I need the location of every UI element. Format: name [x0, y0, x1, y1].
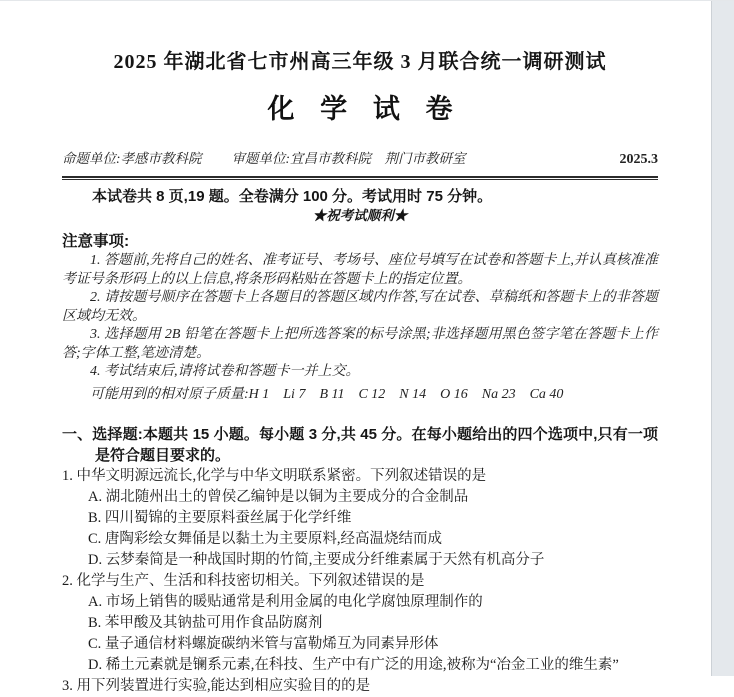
- notice-item-1: 1. 答题前,先将自己的姓名、准考证号、考场号、座位号填写在试卷和答题卡上,并认真核准准考证号条形码上的以上信息,将条形码粘贴在答题卡上的指定位置。: [62, 253, 658, 287]
- exam-info-row: [62, 147, 658, 168]
- subject-title: 化 学 试 卷: [267, 94, 462, 124]
- notice-title: 注意事项:: [62, 233, 130, 250]
- atomic-masses-line: 可能用到的相对原子质量:H 1 Li 7 B 11 C 12 N 14 O 16 Na 23 Ca 40: [90, 386, 564, 402]
- question-1-option-d: D. 云梦秦简是一种战国时期的竹简,主要成分纤维素属于天然有机高分子: [88, 552, 545, 568]
- question-1-option-b: B. 四川蜀锦的主要原料蚕丝属于化学纤维: [88, 510, 352, 526]
- viewer-background-edge: [711, 1, 734, 676]
- exam-date: 2025.3: [619, 152, 658, 167]
- question-1: [62, 466, 658, 571]
- reviewer-unit-label: 审题单位:宜昌市教科院 荆门市教研室: [231, 151, 466, 166]
- question-1-stem: 1. 中华文明源远流长,化学与中华文明联系紧密。下列叙述错误的是: [62, 468, 487, 484]
- header-divider: [62, 176, 658, 180]
- paper-info-line: 本试卷共 8 页,19 题。全卷满分 100 分。考试用时 75 分钟。: [92, 188, 493, 205]
- question-3-partial: [62, 676, 658, 697]
- question-2-option-d: D. 稀土元素就是镧系元素,在科技、生产中有广泛的用途,被称为“冶金工业的维生素”: [88, 657, 619, 673]
- question-1-option-c: C. 唐陶彩绘女舞俑是以黏土为主要原料,经高温烧结而成: [88, 531, 443, 547]
- setter-unit-label: 命题单位:孝感市教科院: [62, 151, 202, 166]
- exam-session-title: 2025 年湖北省七市州高三年级 3 月联合统一调研测试: [113, 51, 607, 73]
- paper-content: [0, 1, 711, 694]
- question-2-option-b: B. 苯甲酸及其钠盐可用作食品防腐剂: [88, 615, 323, 631]
- question-2-option-c: C. 量子通信材料螺旋碳纳米管与富勒烯互为同素异形体: [88, 636, 439, 652]
- notice-item-3: 3. 选择题用 2B 铅笔在答题卡上把所选答案的标号涂黑;非选择题用黑色签字笔在答题卡上作答;字体工整,笔迹清楚。: [62, 327, 658, 361]
- question-1-option-a: A. 湖北随州出土的曾侯乙编钟是以铜为主要成分的合金制品: [88, 489, 469, 505]
- notice-item-4: 4. 考试结束后,请将试卷和答题卡一并上交。: [90, 364, 360, 379]
- notice-item-2: 2. 请按题号顺序在答题卡上各题目的答题区域内作答,写在试卷、草稿纸和答题卡上的非答题区域均无效。: [62, 290, 658, 324]
- question-3-stem: 3. 用下列装置进行实验,能达到相应实验目的的是: [62, 678, 371, 694]
- section-1-header: 一、选择题:本题共 15 小题。每小题 3 分,共 45 分。在每小题给出的四个选项中,只有一项是符合题目要求的。: [62, 426, 658, 464]
- good-luck-line: ★祝考试顺利★: [312, 208, 408, 223]
- question-2: [62, 571, 658, 676]
- question-2-stem: 2. 化学与生产、生活和科技密切相关。下列叙述错误的是: [62, 573, 425, 589]
- question-2-option-a: A. 市场上销售的暖贴通常是利用金属的电化学腐蚀原理制作的: [88, 594, 483, 610]
